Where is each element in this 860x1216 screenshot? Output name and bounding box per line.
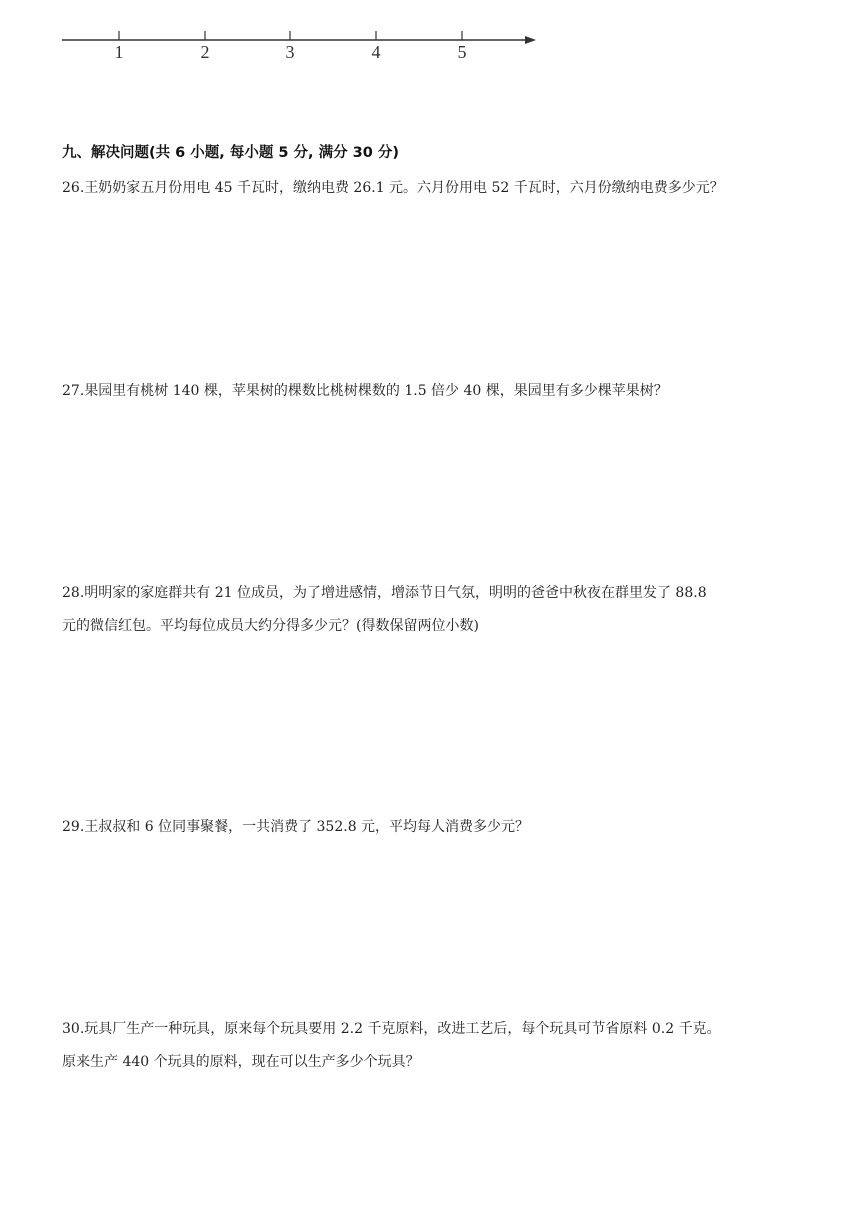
question-text: 26.王奶奶家五月份用电 45 千瓦时，缴纳电费 26.1 元。六月份用电 52 千瓦时，六月份缴纳电费多少元？ (62, 180, 724, 196)
number-line-tick-label: 2 (200, 42, 210, 62)
number-line-arrowhead (525, 36, 536, 44)
question-text: 29.王叔叔和 6 位同事聚餐，一共消费了 352.8 元，平均每人消费多少元？ (62, 819, 530, 835)
question-29 (62, 811, 842, 844)
section-heading: 九、解决问题(共 6 小题, 每小题 5 分, 满分 30 分) (62, 145, 400, 161)
number-line-tick-label: 5 (457, 42, 467, 62)
number-line-tick-label: 4 (371, 42, 381, 62)
number-line (0, 0, 860, 80)
question-text: 原来生产 440 个玩具的原料，现在可以生产多少个玩具？ (62, 1054, 420, 1070)
question-28 (62, 577, 842, 643)
question-27 (62, 375, 842, 408)
question-26 (62, 172, 842, 205)
question-text: 27.果园里有桃树 140 棵，苹果树的棵数比桃树棵数的 1.5 倍少 40 棵，果园里有多少棵苹果树？ (62, 383, 668, 399)
number-line-tick-label: 1 (114, 42, 124, 62)
question-text: 28.明明家的家庭群共有 21 位成员，为了增进感情，增添节日气氛，明明的爸爸中秋夜在群里发了 88.8 (62, 585, 707, 601)
question-30 (62, 1013, 842, 1079)
question-text: 30.玩具厂生产一种玩具，原来每个玩具要用 2.2 千克原料，改进工艺后，每个玩具可节省原料 0.2 千克。 (62, 1021, 721, 1037)
number-line-tick-label: 3 (285, 42, 295, 62)
question-text: 元的微信红包。平均每位成员大约分得多少元？(得数保留两位小数) (62, 618, 479, 634)
